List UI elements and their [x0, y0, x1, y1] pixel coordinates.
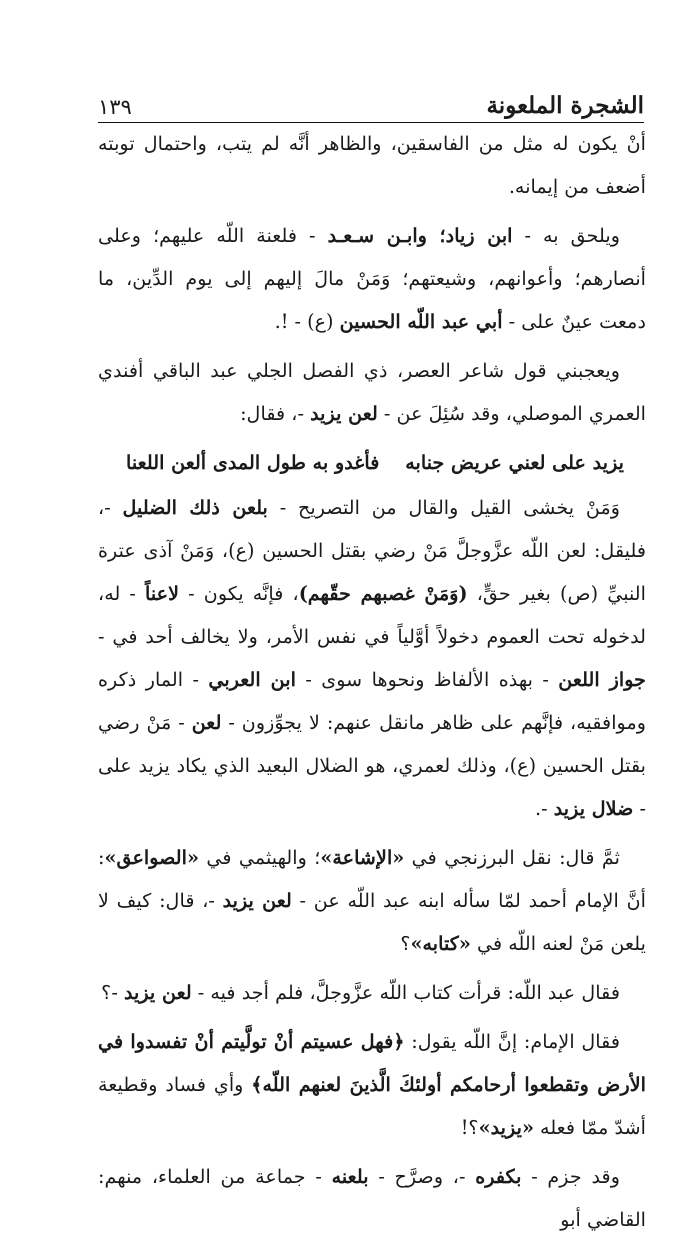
emphasis-text: ابن زياد؛ وابـن سـعـد	[327, 224, 513, 247]
emphasis-text: جواز اللعن	[558, 668, 646, 691]
emphasis-text: لعن يزيد	[123, 981, 192, 1004]
paragraph	[98, 214, 646, 343]
paragraph	[98, 1020, 646, 1149]
paragraph-text: - له، لدخوله تحت العموم دخولاً أوَّلياً في نفس الأمر، ولا يخالف أحد في -	[98, 582, 646, 648]
page-header	[98, 82, 644, 123]
paragraph-group-2	[98, 486, 646, 1241]
paragraph-text: ؟!	[460, 1116, 479, 1139]
emphasis-text: ضلال يزيد	[553, 797, 634, 820]
running-title: الشجرة الملعونة	[486, 92, 644, 119]
paragraph-text: ويعجبني قول شاعر العصر، ذي الفصل الجلي عبد الباقي أفندي العمري الموصلي، وقد سُئِلَ عن -	[98, 359, 646, 425]
paragraph-text: أنْ يكون له مثل من الفاسقين، والظاهر أنَّه لم يتب، واحتمال توبته أضعف من إيمانه.	[98, 132, 646, 198]
emphasis-text: لعن يزيد	[222, 889, 292, 912]
emphasis-text: «الإشاعة»	[320, 846, 405, 869]
paragraph-text: ؛ والهيثمي في	[198, 846, 321, 869]
paragraph-text: ؟	[400, 932, 411, 955]
paragraph-text: - مَنْ رضي بقتل الحسين (ع)، وذلك لعمري، هو الضلال البعيد الذي يكاد يزيد على -	[98, 711, 646, 820]
poem-verse	[98, 441, 646, 484]
paragraph-text: : أنَّ الإمام أحمد لمّا سأله ابنه عبد اللّه عن -	[98, 846, 646, 912]
paragraph-text: - فلعنة اللّه عليهم؛ وعلى أنصارهم؛ وأعوانهم، وشيعتهم؛ وَمَنْ مالَ إليهم إلى يوم الدِّين، ما دمعت عينٌ على -	[98, 224, 646, 333]
paragraph-text: -، فليقل: لعن اللّه عزَّوجلَّ مَنْ رضي بقتل الحسين (ع)، وَمَنْ آذى عترة النبيِّ (ص) بغير حقٍّ،	[98, 496, 646, 605]
paragraph-text: -.	[535, 797, 554, 820]
paragraph-text: - جماعة من العلماء، منهم: القاضي أبو	[98, 1165, 646, 1231]
paragraph-text: وأي فساد وقطيعة أشدّ ممّا فعله	[98, 1073, 646, 1139]
paragraph-text: فقال الإمام: إنَّ اللّه يقول:	[404, 1030, 620, 1053]
paragraph	[98, 1155, 646, 1241]
paragraph	[98, 486, 646, 830]
emphasis-text: لعن	[191, 711, 222, 734]
verse-first-hemistich: يزيد على لعني عريض جنابه	[405, 451, 624, 474]
paragraph	[98, 836, 646, 965]
page-number: ١٣٩	[98, 95, 132, 119]
emphasis-text: ﴿فهل عسيتم أنْ تولَّيتم أنْ تفسدوا في الأرض وتقطعوا أرحامكم أولئكَ الَّذينَ لعنهم اللّه﴾	[98, 1030, 647, 1096]
paragraph-text: وَمَنْ يخشى القيل والقال من التصريح -	[267, 496, 621, 519]
emphasis-text: أبي عبد اللّه الحسين	[339, 310, 503, 333]
paragraph-text: -؟	[101, 981, 124, 1004]
paragraph-text: فقال عبد اللّه: قرأت كتاب اللّه عزَّوجلَّ، فلم أجد فيه -	[191, 981, 620, 1004]
paragraph	[98, 122, 646, 208]
paragraph-text: - المار ذكره وموافقيه، فإنَّهم على ظاهر مانقل عنهم: لا يجوِّزون -	[98, 668, 646, 734]
emphasis-text: لاعناً	[145, 582, 180, 605]
body-text	[98, 122, 646, 1247]
paragraph-text: ، فإنَّه يكون -	[179, 582, 299, 605]
paragraph-text: (ع) - !.	[274, 310, 340, 333]
emphasis-text: (وَمَنْ غصبهم حقّهم)	[298, 582, 468, 605]
emphasis-text: بلعن ذلك الضليل	[122, 496, 268, 519]
paragraph	[98, 349, 646, 435]
paragraph-group-1	[98, 122, 646, 435]
paragraph-text: ثمَّ قال: نقل البرزنجي في	[404, 846, 621, 869]
verse-second-hemistich: فأغدو به طول المدى ألعن اللعنا	[126, 451, 380, 474]
paragraph	[98, 971, 646, 1014]
emphasis-text: لعن يزيد	[310, 402, 378, 425]
emphasis-text: بلعنه	[331, 1165, 369, 1188]
paragraph-text: ويلحق به -	[512, 224, 620, 247]
emphasis-text: «كتابه»	[410, 932, 471, 955]
emphasis-text: «يزيد»	[478, 1116, 534, 1139]
paragraph-text: - بهذه الألفاظ ونحوها سوى -	[295, 668, 559, 691]
paragraph-text: -، فقال:	[240, 402, 311, 425]
paragraph-text: -، قال: كيف لا يلعن مَنْ لعنه اللّه في	[98, 889, 646, 955]
paragraph-text: وقد جزم -	[521, 1165, 620, 1188]
emphasis-text: ابن العربي	[208, 668, 296, 691]
emphasis-text: بكفره	[475, 1165, 522, 1188]
emphasis-text: «الصواعق»	[104, 846, 199, 869]
paragraph-text: -، وصرَّح -	[368, 1165, 476, 1188]
